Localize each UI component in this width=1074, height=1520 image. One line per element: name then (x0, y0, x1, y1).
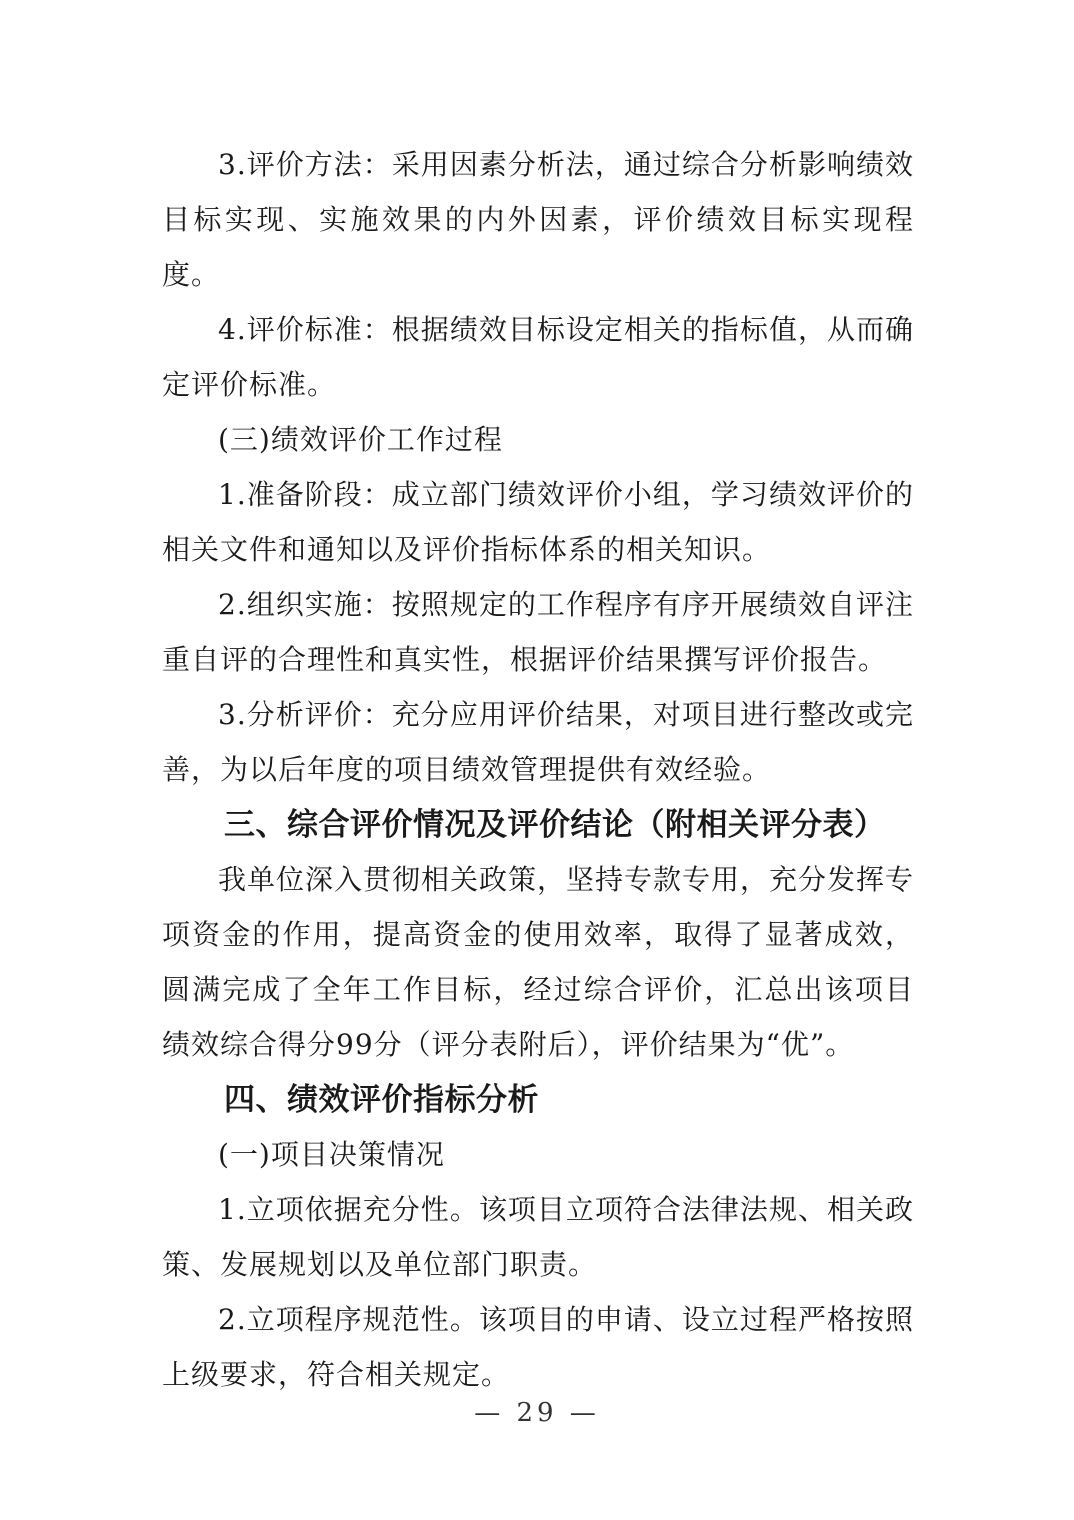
heading-indicator-analysis: 四、绩效评价指标分析 (224, 1082, 539, 1117)
heading-overall-evaluation: 三、综合评价情况及评价结论（附相关评分表） (224, 807, 886, 842)
page-footer (0, 1398, 1074, 1428)
para-organize-implement: 2.组织实施：按照规定的工作程序有序开展绩效自评注重自评的合理性和真实性，根据评价结果撰写评价报告。 (162, 588, 914, 676)
para-project-basis: 1.立项依据充分性。该项目立项符合法律法规、相关政策、发展规划以及单位部门职责。 (162, 1193, 914, 1281)
para-eval-method: 3.评价方法：采用因素分析法，通过综合分析影响绩效目标实现、实施效果的内外因素，评价绩效目标实现程度。 (162, 148, 914, 291)
subheading-work-process: (三)绩效评价工作过程 (218, 423, 503, 456)
page-number: — 29 — (474, 1398, 600, 1428)
para-analyze-evaluate: 3.分析评价：充分应用评价结果，对项目进行整改或完善，为以后年度的项目绩效管理提供有效经验。 (162, 698, 914, 786)
para-prepare-stage: 1.准备阶段：成立部门绩效评价小组，学习绩效评价的相关文件和通知以及评价指标体系的相关知识。 (162, 478, 914, 566)
para-eval-standard: 4.评价标准：根据绩效目标设定相关的指标值，从而确定评价标准。 (162, 313, 914, 401)
document-body (162, 137, 914, 1402)
subheading-project-decision: (一)项目决策情况 (218, 1138, 445, 1171)
para-overall-result: 我单位深入贯彻相关政策，坚持专款专用，充分发挥专项资金的作用，提高资金的使用效率，取得了显著成效，圆满完成了全年工作目标，经过综合评价，汇总出该项目绩效综合得分99分（评分表附后），评价结果为“优”。 (162, 863, 915, 1061)
para-project-procedure: 2.立项程序规范性。该项目的申请、设立过程严格按照上级要求，符合相关规定。 (162, 1303, 914, 1391)
